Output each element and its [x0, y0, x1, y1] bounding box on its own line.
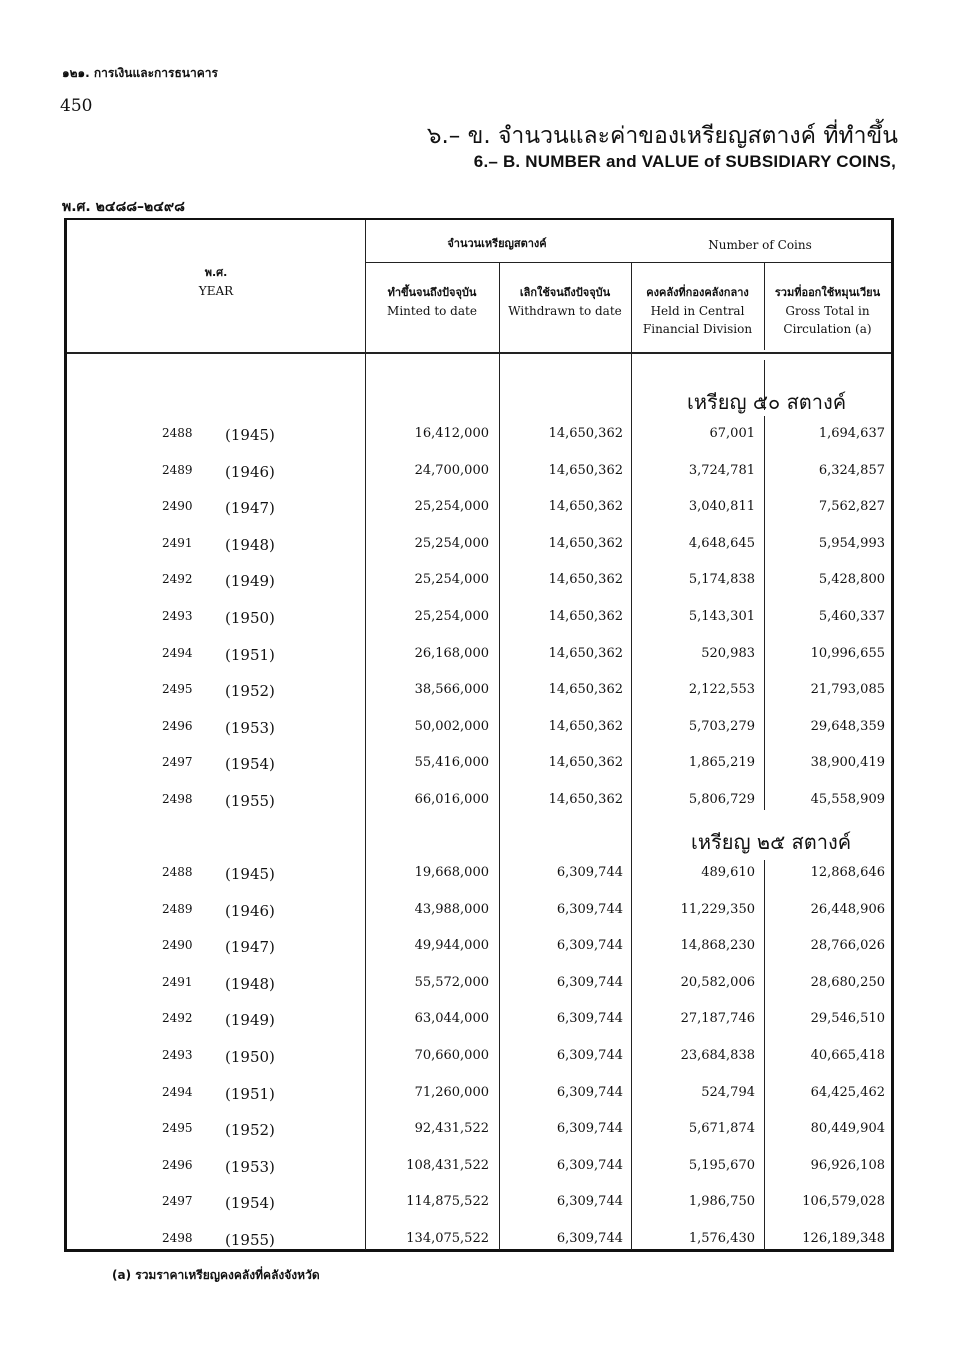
held-header	[631, 284, 764, 338]
year-ce-cell: (1947)	[225, 499, 275, 518]
table-row	[67, 572, 891, 596]
year-ce-cell: (1955)	[225, 792, 275, 810]
title-thai: ๖.– ข. จำนวนและค่าของเหรียญสตางค์ ที่ทำขึ้น	[426, 123, 898, 149]
year-ce-cell: (1954)	[225, 1194, 275, 1213]
table-row	[67, 1158, 891, 1182]
year-ce-cell: (1951)	[225, 1084, 275, 1103]
year-be-cell: 2489	[162, 462, 193, 477]
table-row	[67, 463, 891, 487]
year-be-cell: 2488	[162, 865, 193, 879]
year-be-cell: 2492	[162, 1011, 193, 1026]
table-row	[67, 1194, 891, 1218]
gross-cell: 10,996,655	[810, 645, 885, 661]
gross-cell: 26,448,906	[810, 901, 885, 917]
minted-cell: 71,260,000	[414, 1084, 489, 1100]
withdrawn-cell: 6,309,744	[556, 865, 623, 880]
withdrawn-header	[499, 284, 631, 320]
held-header-en2: Financial Division	[642, 322, 753, 336]
year-ce-cell: (1952)	[225, 1121, 275, 1140]
number-header-en: Number of Coins	[708, 238, 812, 252]
held-cell: 524,794	[701, 1084, 755, 1100]
year-be-cell: 2490	[162, 938, 193, 953]
withdrawn-cell: 6,309,744	[556, 974, 623, 990]
withdrawn-cell: 6,309,744	[556, 1048, 623, 1063]
table-row	[67, 1231, 891, 1255]
gross-header-th: รวมที่ออกใช้หมุนเวียน	[774, 286, 881, 299]
held-cell: 14,868,230	[680, 938, 755, 954]
minted-cell: 70,660,000	[414, 1048, 489, 1063]
table-row	[67, 902, 891, 926]
held-cell: 27,187,746	[680, 1011, 755, 1027]
year-ce-cell: (1950)	[225, 1048, 275, 1066]
year-range: พ.ศ. ๒๔๘๘–๒๔๙๘	[62, 199, 185, 215]
withdrawn-cell: 6,309,744	[556, 1231, 623, 1246]
table-row	[67, 975, 891, 999]
gross-cell: 6,324,857	[818, 462, 885, 478]
year-be-cell: 2488	[162, 426, 193, 440]
year-ce-cell: (1948)	[225, 974, 275, 993]
year-ce-cell: (1953)	[225, 1157, 275, 1176]
gross-cell: 38,900,419	[810, 755, 885, 771]
minted-cell: 92,431,522	[414, 1121, 489, 1137]
minted-cell: 55,416,000	[414, 755, 489, 771]
table-row	[67, 536, 891, 560]
year-ce-cell: (1945)	[225, 865, 275, 883]
minted-cell: 24,700,000	[414, 462, 489, 478]
gross-cell: 40,665,418	[810, 1048, 885, 1063]
held-cell: 1,865,219	[688, 755, 755, 771]
year-be-cell: 2497	[162, 755, 193, 770]
table-row	[67, 499, 891, 523]
year-be-cell: 2495	[162, 682, 193, 697]
withdrawn-cell: 14,650,362	[548, 682, 623, 698]
minted-header-th: ทำขึ้นจนถึงปัจจุบัน	[387, 286, 477, 299]
year-header-th: พ.ศ.	[204, 266, 228, 279]
year-be-cell: 2493	[162, 609, 193, 623]
held-cell: 5,195,670	[688, 1157, 755, 1173]
year-be-cell: 2496	[162, 718, 193, 733]
table-row	[67, 755, 891, 779]
title-english: 6.– B. NUMBER and VALUE of SUBSIDIARY COINS,	[473, 152, 896, 171]
minted-cell: 63,044,000	[414, 1011, 489, 1027]
year-be-cell: 2494	[162, 1084, 193, 1099]
year-be-cell: 2495	[162, 1121, 193, 1136]
held-cell: 489,610	[701, 865, 755, 880]
gross-cell: 29,648,359	[810, 718, 885, 734]
held-header-th: คงคลังที่กองคลังกลาง	[646, 286, 749, 299]
withdrawn-header-th: เลิกใช้จนถึงปัจจุบัน	[519, 286, 611, 299]
withdrawn-cell: 6,309,744	[556, 938, 623, 954]
held-cell: 67,001	[709, 426, 755, 441]
gross-cell: 28,680,250	[810, 974, 885, 990]
gross-cell: 28,766,026	[810, 938, 885, 954]
table-row	[67, 646, 891, 670]
page-number: 450	[60, 96, 93, 116]
minted-cell: 50,002,000	[414, 718, 489, 734]
held-cell: 520,983	[701, 645, 755, 661]
withdrawn-cell: 14,650,362	[548, 499, 623, 515]
gross-cell: 64,425,462	[810, 1084, 885, 1100]
year-ce-cell: (1955)	[225, 1231, 275, 1249]
year-be-cell: 2497	[162, 1194, 193, 1209]
year-ce-cell: (1946)	[225, 462, 275, 481]
held-cell: 1,576,430	[688, 1231, 755, 1246]
year-be-cell: 2491	[162, 974, 193, 989]
held-cell: 5,143,301	[688, 609, 755, 624]
minted-cell: 108,431,522	[406, 1157, 489, 1173]
minted-cell: 16,412,000	[414, 426, 489, 441]
table-row	[67, 1085, 891, 1109]
withdrawn-cell: 6,309,744	[556, 1121, 623, 1137]
gross-cell: 5,460,337	[818, 609, 885, 624]
minted-cell: 26,168,000	[414, 645, 489, 661]
gross-cell: 106,579,028	[802, 1194, 885, 1210]
table-row	[67, 682, 891, 706]
gross-cell: 5,428,800	[818, 572, 885, 588]
held-cell: 5,671,874	[688, 1121, 755, 1137]
held-cell: 5,806,729	[688, 792, 755, 807]
gross-cell: 5,954,993	[818, 535, 885, 551]
withdrawn-cell: 14,650,362	[548, 462, 623, 478]
year-be-cell: 2492	[162, 572, 193, 587]
year-be-cell: 2496	[162, 1157, 193, 1172]
year-ce-cell: (1949)	[225, 1011, 275, 1030]
year-be-cell: 2494	[162, 645, 193, 660]
table-row	[67, 792, 891, 816]
minted-header-en: Minted to date	[387, 304, 477, 318]
table-row	[67, 865, 891, 889]
header-bottom-rule	[67, 352, 891, 354]
withdrawn-cell: 6,309,744	[556, 1084, 623, 1100]
gross-cell: 45,558,909	[810, 792, 885, 807]
withdrawn-cell: 14,650,362	[548, 645, 623, 661]
year-ce-cell: (1949)	[225, 572, 275, 591]
table-row	[67, 719, 891, 743]
year-be-cell: 2498	[162, 792, 193, 806]
table-row	[67, 609, 891, 633]
minted-cell: 43,988,000	[414, 901, 489, 917]
withdrawn-cell: 14,650,362	[548, 426, 623, 441]
held-cell: 1,986,750	[688, 1194, 755, 1210]
footnote: (a) รวมราคาเหรียญคงคลังที่คลังจังหวัด	[112, 1268, 320, 1282]
withdrawn-cell: 14,650,362	[548, 718, 623, 734]
gross-cell: 80,449,904	[810, 1121, 885, 1137]
minted-cell: 25,254,000	[414, 535, 489, 551]
gross-cell: 1,694,637	[818, 426, 885, 441]
year-header	[67, 264, 365, 300]
year-be-cell: 2493	[162, 1048, 193, 1062]
held-cell: 4,648,645	[688, 535, 755, 551]
withdrawn-cell: 6,309,744	[556, 1194, 623, 1210]
gross-header-en1: Gross Total in	[785, 304, 870, 318]
running-head: ๑๒๑. การเงินและการธนาคาร	[62, 66, 218, 80]
withdrawn-cell: 14,650,362	[548, 572, 623, 588]
gross-cell: 126,189,348	[802, 1231, 885, 1246]
held-cell: 3,040,811	[688, 499, 755, 515]
minted-cell: 25,254,000	[414, 609, 489, 624]
gross-cell: 29,546,510	[810, 1011, 885, 1027]
year-ce-cell: (1947)	[225, 938, 275, 957]
table-row	[67, 426, 891, 450]
held-cell: 5,703,279	[688, 718, 755, 734]
withdrawn-cell: 14,650,362	[548, 535, 623, 551]
year-ce-cell: (1951)	[225, 645, 275, 664]
year-ce-cell: (1948)	[225, 535, 275, 554]
gross-header	[764, 284, 891, 338]
withdrawn-cell: 14,650,362	[548, 755, 623, 771]
table-row	[67, 1121, 891, 1145]
year-be-cell: 2490	[162, 499, 193, 514]
gross-header-en2: Circulation (a)	[783, 322, 872, 336]
withdrawn-header-en: Withdrawn to date	[508, 304, 622, 318]
minted-cell: 134,075,522	[406, 1231, 489, 1246]
year-header-en: YEAR	[198, 284, 234, 298]
gross-cell: 7,562,827	[818, 499, 885, 515]
table-row	[67, 938, 891, 962]
held-cell: 2,122,553	[688, 682, 755, 698]
section-title-25-satang: เหรียญ ๒๕ สตางค์	[691, 830, 852, 854]
gross-cell: 96,926,108	[810, 1157, 885, 1173]
held-cell: 3,724,781	[688, 462, 755, 478]
minted-cell: 114,875,522	[406, 1194, 489, 1210]
held-cell: 20,582,006	[680, 974, 755, 990]
withdrawn-cell: 6,309,744	[556, 1011, 623, 1027]
minted-cell: 38,566,000	[414, 682, 489, 698]
table-row	[67, 1011, 891, 1035]
number-header-th: จำนวนเหรียญสตางค์	[447, 237, 547, 250]
withdrawn-cell: 6,309,744	[556, 1157, 623, 1173]
year-ce-cell: (1952)	[225, 682, 275, 701]
year-ce-cell: (1953)	[225, 718, 275, 737]
year-be-cell: 2489	[162, 901, 193, 916]
gross-cell: 12,868,646	[810, 865, 885, 880]
gross-cell: 21,793,085	[810, 682, 885, 698]
withdrawn-cell: 6,309,744	[556, 901, 623, 917]
withdrawn-cell: 14,650,362	[548, 792, 623, 807]
minted-cell: 55,572,000	[414, 974, 489, 990]
year-ce-cell: (1950)	[225, 609, 275, 627]
coin-table	[64, 218, 894, 1252]
minted-cell: 19,668,000	[414, 865, 489, 880]
header-divider	[365, 262, 891, 263]
minted-cell: 66,016,000	[414, 792, 489, 807]
year-ce-cell: (1946)	[225, 901, 275, 920]
minted-cell: 49,944,000	[414, 938, 489, 954]
minted-cell: 25,254,000	[414, 572, 489, 588]
year-be-cell: 2498	[162, 1231, 193, 1245]
year-be-cell: 2491	[162, 535, 193, 550]
year-ce-cell: (1945)	[225, 426, 275, 444]
held-cell: 5,174,838	[688, 572, 755, 588]
withdrawn-cell: 14,650,362	[548, 609, 623, 624]
year-ce-cell: (1954)	[225, 755, 275, 774]
table-row	[67, 1048, 891, 1072]
held-cell: 11,229,350	[680, 901, 755, 917]
held-cell: 23,684,838	[680, 1048, 755, 1063]
minted-header	[365, 284, 499, 320]
held-header-en1: Held in Central	[650, 304, 745, 318]
section-title-50-satang: เหรียญ ๕๐ สตางค์	[687, 390, 847, 414]
minted-cell: 25,254,000	[414, 499, 489, 515]
